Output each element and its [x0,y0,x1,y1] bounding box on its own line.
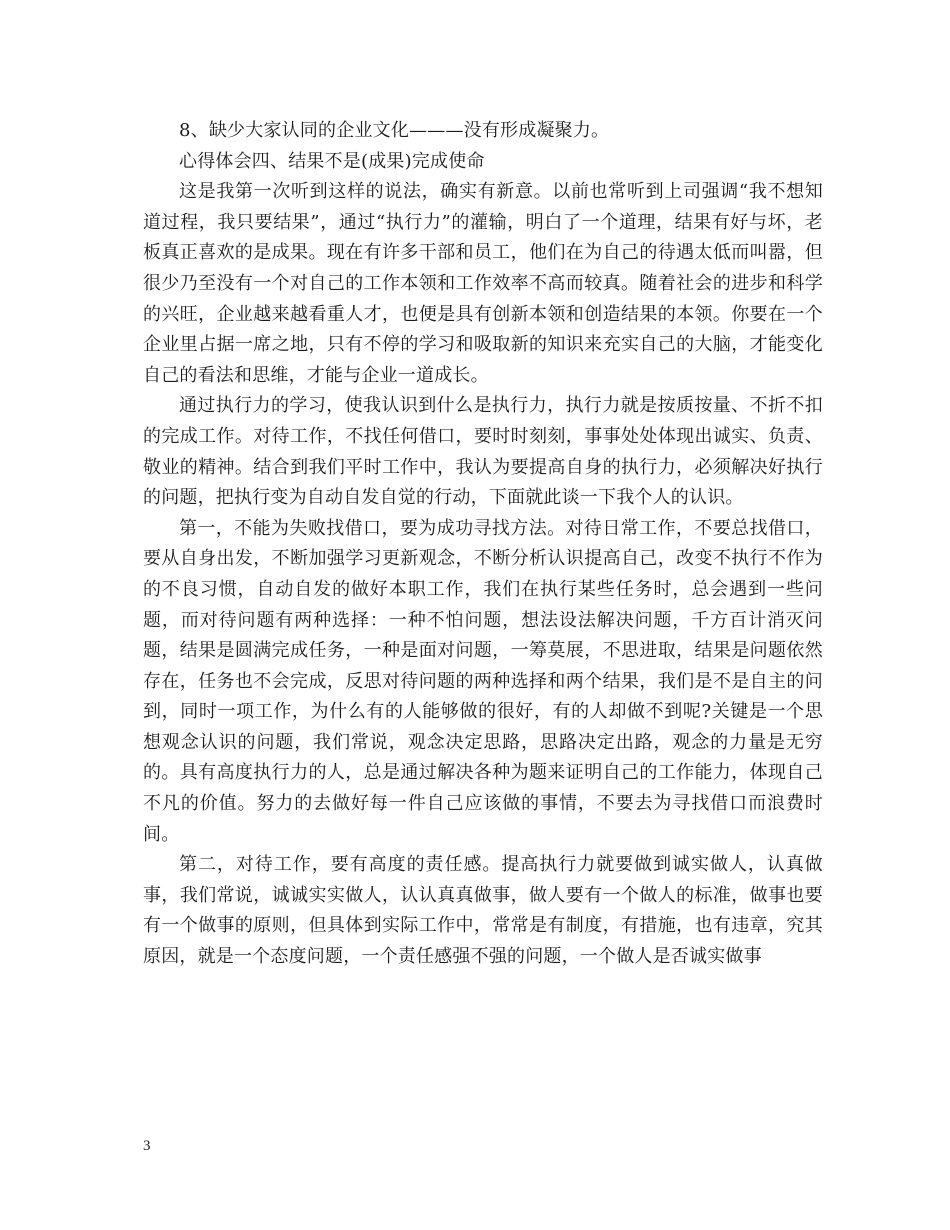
paragraph-second-point: 第二，对待工作，要有高度的责任感。提高执行力就要做到诚实做人，认真做事，我们常说，诚诚实实做人，认认真真做事，做人要有一个做人的标准，做事也要有一个做事的原则，但具体到实际工作中，常常是有制度，有措施，也有违章，究其原因，就是一个态度问题，一个责任感强不强的问题，一个做人是否诚实做事 [143,854,823,968]
section-heading: 心得体会四、结果不是(成果)完成使命 [179,150,485,172]
page-number: 3 [143,1138,151,1154]
paragraph-execution: 通过执行力的学习，使我认识到什么是执行力，执行力就是按质按量、不折不扣的完成工作。对待工作，不找任何借口，要时时刻刻，事事处处体现出诚实、负责、敬业的精神。结合到我们平时工作中，我认为要提高自身的执行力，必须解决好执行的问题，把执行变为自动自发自觉的行动，下面就此谈一下我个人的认识。 [143,395,823,509]
paragraph-intro: 这是我第一次听到这样的说法，确实有新意。以前也常听到上司强调“我不想知道过程，我只要结果”，通过“执行力”的灌输，明白了一个道理，结果有好与坏，老板真正喜欢的是成果。现在有许多干部和员工，他们在为自己的待遇太低而叫嚣，但很少乃至没有一个对自己的工作本领和工作效率不高而较真。随着社会的进步和科学的兴旺，企业越来越看重人才，也便是具有创新本领和创造结果的本领。你要在一个企业里占据一席之地，只有不停的学习和吸取新的知识来充实自己的大脑，才能变化自己的看法和思维，才能与企业一道成长。 [143,181,823,386]
paragraph-first-point: 第一，不能为失败找借口，要为成功寻找方法。对待日常工作，不要总找借口，要从自身出发，不断加强学习更新观念，不断分析认识提高自己，改变不执行不作为的不良习惯，自动自发的做好本职工作，我们在执行某些任务时，总会遇到一些问题，而对待问题有两种选择：一种不怕问题，想法设法解决问题，千方百计消灭问题，结果是圆满完成任务，一种是面对问题，一筹莫展，不思进取，结果是问题依然存在，任务也不会完成，反思对待问题的两种选择和两个结果，我们是不是自主的问到，同时一项工作，为什么有的人能够做的很好，有的人却做不到呢?关键是一个思想观念认识的问题，我们常说，观念决定思路，思路决定出路，观念的力量是无穷的。具有高度执行力的人，总是通过解决各种为题来证明自己的工作能力，体现自己不凡的价值。努力的去做好每一件自己应该做的事情，不要去为寻找借口而浪费时间。 [143,517,823,845]
document-body [143,116,823,973]
paragraph-item-8: 8、缺少大家认同的企业文化———没有形成凝聚力。 [179,120,610,141]
